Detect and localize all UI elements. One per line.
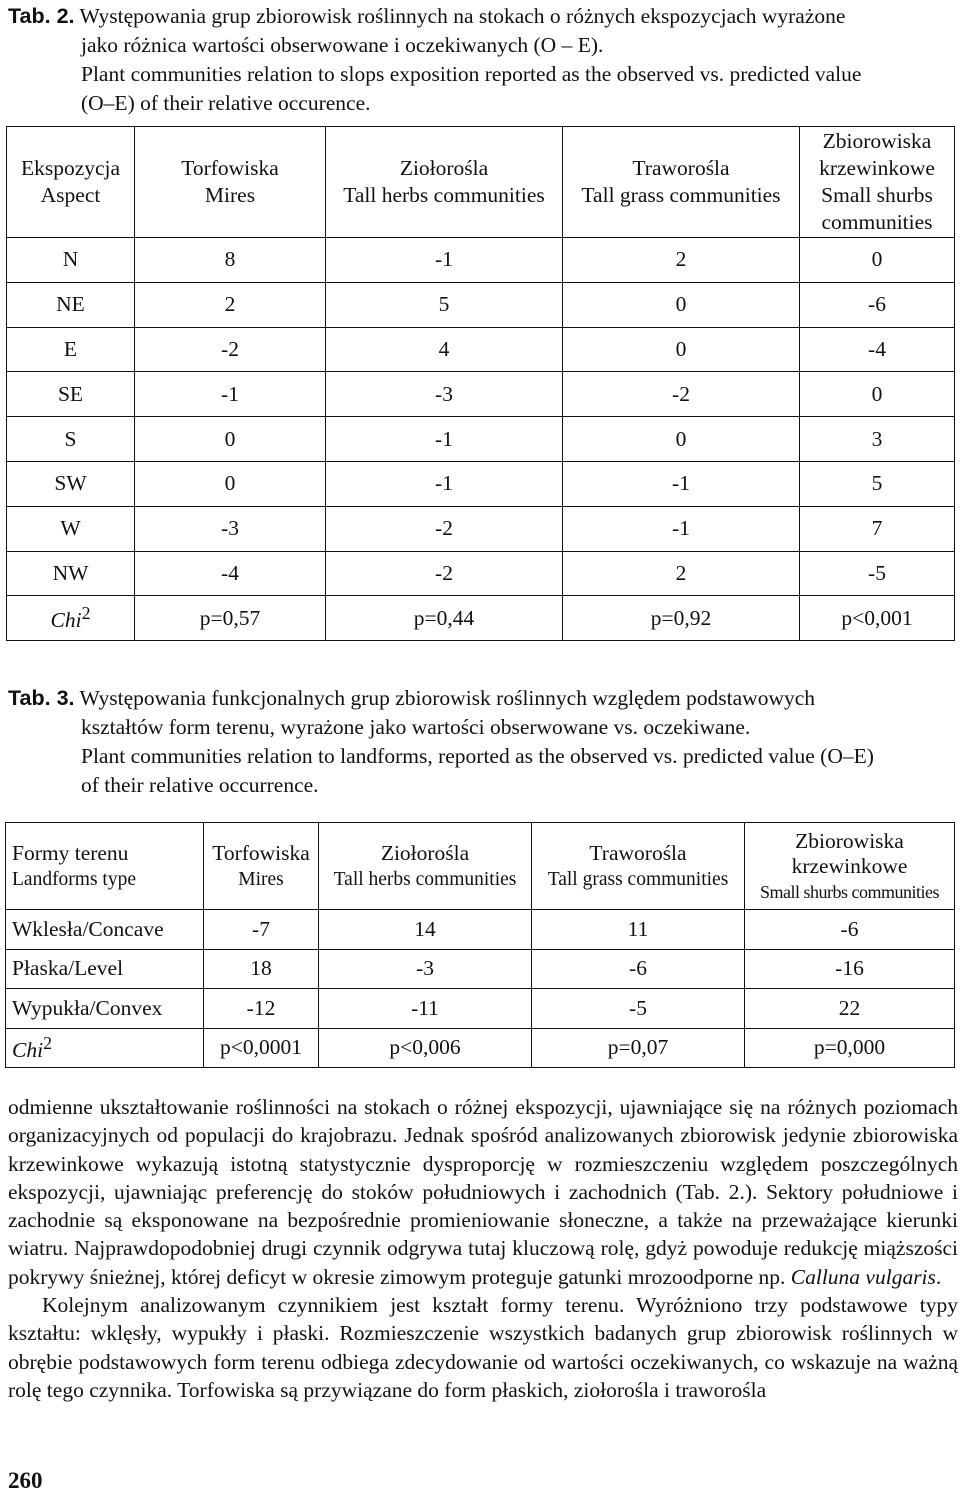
tab2-cell-grass: 0	[563, 417, 800, 462]
tab2-header-row	[7, 127, 955, 238]
tab2-cell-mires: -4	[135, 551, 326, 596]
tab2-cell-mires: 8	[135, 238, 326, 283]
body-paragraph-1: odmienne ukształtowanie roślinności na stokach o różnej ekspozycji, ujawniające się na różnych poziomach organizacyjnych od populacji do krajobrazu. Jednak spośród analizowanych zbiorowisk jedynie zbiorowiska krzewinkowe wykazują istotną statystycznie dysproporcję w rozmieszczeniu względem poszczególnych ekspozycji, ujawniając preferencję do stoków południowych i zachodnich (Tab. 2.). Sektory południowe i zachodnie są eksponowane na bezpośrednie promieniowanie słoneczne, a także na przeważające kierunki wiatru. Najprawdopodobniej drugi czynnik odgrywa tutaj kluczową rolę, gdyż powoduje redukcję miąższości pokrywy śnieżnej, której deficyt w okresie zimowym proteguje gatunki mrozoodporne np. Calluna vulgaris.	[8, 1095, 958, 1289]
tab2-caption-line-1: Tab. 2. Występowania grup zbiorowisk roślinnych na stokach o różnych ekspozycjach wyrażone	[8, 4, 846, 28]
body-text	[8, 1093, 958, 1404]
tab2-cell-mires: 2	[135, 282, 326, 327]
tab3-cell-shrubs: -16	[745, 949, 955, 989]
tab2-chi-herbs: p=0,44	[326, 596, 563, 641]
tab2-cell-herbs: -1	[326, 461, 563, 506]
tab2-cell-herbs: -1	[326, 238, 563, 283]
tab3-header-form: Formy terenu Landforms type	[6, 823, 204, 910]
tab3-header-grass: Traworośla Tall grass communities	[532, 823, 745, 910]
tab2-row	[7, 551, 955, 596]
tab2-caption-line-2: jako różnica wartości obserwowane i oczekiwanych (O – E).	[81, 33, 604, 57]
tab2-cell-label: N	[7, 238, 135, 283]
species-name: Calluna vulgaris	[790, 1264, 936, 1289]
tab3-cell-label: Wklesła/Concave	[6, 910, 204, 950]
tab3-cell-herbs: -11	[319, 989, 532, 1029]
tab2-cell-grass: 2	[563, 551, 800, 596]
tab2-cell-herbs: -2	[326, 551, 563, 596]
tab2-cell-label: S	[7, 417, 135, 462]
tab2-cell-herbs: 4	[326, 327, 563, 372]
tab2-cell-shrubs: 7	[800, 506, 955, 551]
tab3-chi-label: Chi$^2$	[6, 1028, 204, 1068]
tab2-label: Tab. 2.	[8, 4, 75, 28]
tab2-cell-mires: 0	[135, 417, 326, 462]
tab2-header-shrubs: Zbiorowiska krzewinkowe Small shurbs communities	[800, 127, 955, 238]
tab2-cell-shrubs: -4	[800, 327, 955, 372]
tab2-row	[7, 506, 955, 551]
tab3-header-herbs: Ziołorośla Tall herbs communities	[319, 823, 532, 910]
tab2-row	[7, 238, 955, 283]
tab3-chi-shrubs: p=0,000	[745, 1028, 955, 1068]
tab2-row	[7, 461, 955, 506]
tab2-cell-mires: -3	[135, 506, 326, 551]
tab2-header-grass: Traworośla Tall grass communities	[563, 127, 800, 238]
tab3-header-shrubs: Zbiorowiska krzewinkowe Small shurbs communities	[745, 823, 955, 910]
tab2-cell-shrubs: -5	[800, 551, 955, 596]
tab2-cell-label: NE	[7, 282, 135, 327]
tab3-cell-grass: -6	[532, 949, 745, 989]
tab3-chi-row	[6, 1028, 955, 1068]
tab2-cell-grass: 0	[563, 282, 800, 327]
tab2-chi-row	[7, 596, 955, 641]
tab2-cell-shrubs: 0	[800, 372, 955, 417]
tab2-chi-label: Chi$^2$	[7, 596, 135, 641]
tab2-cell-grass: -1	[563, 506, 800, 551]
tab3-cell-grass: -5	[532, 989, 745, 1029]
tab2-cell-label: SE	[7, 372, 135, 417]
tab3-header-mires: Torfowiska Mires	[204, 823, 319, 910]
tab2-cell-grass: 0	[563, 327, 800, 372]
tab2-cell-label: E	[7, 327, 135, 372]
tab3-cell-shrubs: -6	[745, 910, 955, 950]
tab3-header-row	[6, 823, 955, 910]
tab2-row	[7, 282, 955, 327]
tab2-chi-mires: p=0,57	[135, 596, 326, 641]
tab2-caption-line-3: Plant communities relation to slops exposition reported as the observed vs. predicted value	[81, 62, 862, 86]
tab2-cell-grass: -1	[563, 461, 800, 506]
tab3-chi-grass: p=0,07	[532, 1028, 745, 1068]
tab3-chi-herbs: p<0,006	[319, 1028, 532, 1068]
tab2-body	[7, 238, 955, 596]
tab3-chi-mires: p<0,0001	[204, 1028, 319, 1068]
tab2-table	[6, 126, 955, 641]
tab2-header-mires: Torfowiska Mires	[135, 127, 326, 238]
tab3-caption	[8, 684, 953, 800]
tab3-cell-label: Płaska/Level	[6, 949, 204, 989]
tab3-cell-herbs: -3	[319, 949, 532, 989]
page-number: 260	[8, 1468, 43, 1493]
tab2-cell-grass: -2	[563, 372, 800, 417]
tab2-row	[7, 327, 955, 372]
tab3-body	[6, 910, 955, 1029]
tab2-cell-shrubs: 5	[800, 461, 955, 506]
tab2-chi-grass: p=0,92	[563, 596, 800, 641]
tab2-cell-mires: -1	[135, 372, 326, 417]
tab3-row	[6, 910, 955, 950]
tab3-row	[6, 949, 955, 989]
tab2-caption	[8, 2, 953, 118]
tab2-row	[7, 372, 955, 417]
tab3-caption-line-1: Tab. 3. Występowania funkcjonalnych grup zbiorowisk roślinnych względem podstawowych	[8, 686, 816, 710]
tab2-cell-shrubs: 0	[800, 238, 955, 283]
tab2-cell-shrubs: -6	[800, 282, 955, 327]
tab3-cell-mires: 18	[204, 949, 319, 989]
tab2-cell-label: SW	[7, 461, 135, 506]
tab2-caption-line-4: (O–E) of their relative occurence.	[81, 91, 371, 115]
tab3-cell-label: Wypukła/Convex	[6, 989, 204, 1029]
tab2-cell-label: NW	[7, 551, 135, 596]
tab2-cell-herbs: -3	[326, 372, 563, 417]
tab3-cell-mires: -12	[204, 989, 319, 1029]
tab2-cell-grass: 2	[563, 238, 800, 283]
tab3-cell-grass: 11	[532, 910, 745, 950]
tab2-cell-herbs: 5	[326, 282, 563, 327]
tab3-row	[6, 989, 955, 1029]
tab2-cell-mires: 0	[135, 461, 326, 506]
tab2-cell-shrubs: 3	[800, 417, 955, 462]
tab2-cell-label: W	[7, 506, 135, 551]
tab3-cell-shrubs: 22	[745, 989, 955, 1029]
tab3-caption-line-2: kształtów form terenu, wyrażone jako wartości obserwowane vs. oczekiwane.	[81, 715, 751, 739]
body-paragraph-2: Kolejnym analizowanym czynnikiem jest kształt formy terenu. Wyróżniono trzy podstawowe typy kształtu: wklęsły, wypukły i płaski. Rozmieszczenie wszystkich badanych grup zbiorowisk roślinnych w obrębie podstawowych form terenu odbiega zdecydowanie od wartości oczekiwanych, co wskazuje na ważną rolę tego czynnika. Torfowiska są przywiązane do form płaskich, ziołorośla i traworośla	[8, 1293, 958, 1402]
tab3-cell-mires: -7	[204, 910, 319, 950]
tab2-cell-herbs: -2	[326, 506, 563, 551]
tab3-label: Tab. 3.	[8, 686, 75, 710]
tab2-cell-herbs: -1	[326, 417, 563, 462]
tab2-header-herbs: Ziołorośla Tall herbs communities	[326, 127, 563, 238]
tab3-caption-line-3: Plant communities relation to landforms, reported as the observed vs. predicted value (O–E)	[81, 744, 874, 768]
tab3-table	[5, 822, 955, 1068]
tab3-cell-herbs: 14	[319, 910, 532, 950]
tab2-chi-shrubs: p<0,001	[800, 596, 955, 641]
tab2-header-aspect: Ekspozycja Aspect	[7, 127, 135, 238]
tab3-caption-line-4: of their relative occurrence.	[81, 773, 319, 797]
tab2-cell-mires: -2	[135, 327, 326, 372]
tab2-row	[7, 417, 955, 462]
